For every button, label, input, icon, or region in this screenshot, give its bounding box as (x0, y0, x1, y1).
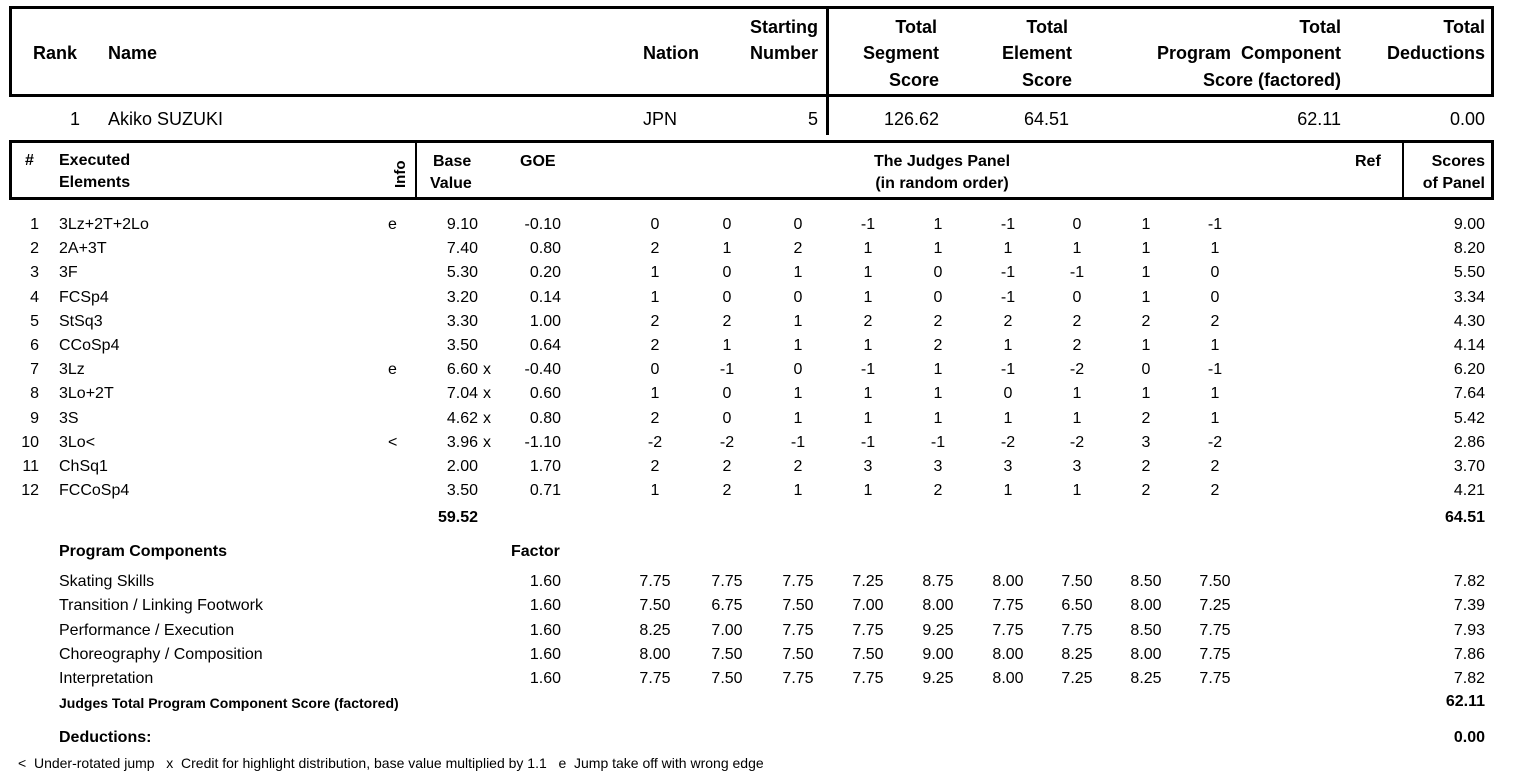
element-judge-score: 2 (863, 313, 873, 330)
elements-box-right (1491, 140, 1494, 200)
component-judge-score: 7.75 (1199, 670, 1231, 687)
element-judge-score: 2 (650, 410, 660, 427)
element-number: 5 (30, 313, 39, 330)
component-judge-score: 7.75 (852, 622, 884, 639)
element-judge-score: 3 (933, 458, 943, 475)
num-header: # (25, 152, 34, 169)
element-judge-score: 2 (1141, 313, 1151, 330)
element-panel-score: 4.21 (1453, 482, 1485, 499)
component-judge-score: 7.00 (711, 622, 743, 639)
element-number: 12 (21, 482, 39, 499)
element-goe: 0.64 (529, 337, 561, 354)
element-judge-score: 2 (650, 458, 660, 475)
skater-starting-number: 5 (807, 109, 818, 129)
element-judge-score: 2 (1210, 482, 1220, 499)
element-judge-score: 0 (722, 216, 732, 233)
element-judge-score: 1 (933, 410, 943, 427)
element-judge-score: 1 (1072, 482, 1082, 499)
component-factor: 1.60 (529, 646, 561, 663)
element-name: 3Lz+2T+2Lo (59, 216, 149, 233)
element-panel-score: 6.20 (1453, 361, 1485, 378)
component-panel-score: 7.93 (1453, 622, 1485, 639)
element-judge-score: 1 (1141, 240, 1151, 257)
component-judge-score: 7.50 (1199, 573, 1231, 590)
element-judge-score: 1 (793, 264, 803, 281)
element-judge-score: 1 (1141, 216, 1151, 233)
element-base-value: 2.00 (446, 458, 478, 475)
component-judge-score: 7.50 (852, 646, 884, 663)
element-judge-score: 1 (793, 385, 803, 402)
component-panel-score: 7.39 (1453, 597, 1485, 614)
element-judge-score: 3 (1003, 458, 1013, 475)
element-number: 9 (30, 410, 39, 427)
element-panel-score: 4.30 (1453, 313, 1485, 330)
component-judge-score: 6.50 (1061, 597, 1093, 614)
tes-header-l2: Element (1001, 43, 1072, 63)
component-judge-score: 7.75 (639, 670, 671, 687)
element-number: 1 (30, 216, 39, 233)
element-judge-score: 1 (1072, 410, 1082, 427)
element-name: 3Lz (59, 361, 85, 378)
element-judge-score: -2 (647, 434, 663, 451)
component-judge-score: 6.75 (711, 597, 743, 614)
element-judge-score: -1 (860, 361, 876, 378)
element-judge-score: 1 (1003, 410, 1013, 427)
component-name: Skating Skills (59, 573, 155, 590)
component-judge-score: 7.25 (852, 573, 884, 590)
header-box-right (1491, 6, 1494, 97)
element-judge-score: -1 (1207, 361, 1223, 378)
component-judge-score: 7.75 (1199, 646, 1231, 663)
element-goe: 0.14 (529, 289, 561, 306)
component-name: Performance / Execution (59, 622, 235, 639)
skater-deductions: 0.00 (1449, 109, 1485, 129)
element-base-value: 3.30 (446, 313, 478, 330)
element-x-flag: x (483, 434, 491, 451)
component-panel-score: 7.86 (1453, 646, 1485, 663)
component-judge-score: 8.25 (639, 622, 671, 639)
element-judge-score: 1 (863, 264, 873, 281)
element-judge-score: 0 (1072, 289, 1082, 306)
component-judge-score: 7.75 (1061, 622, 1093, 639)
element-judge-score: 2 (1210, 313, 1220, 330)
element-panel-score: 5.50 (1453, 264, 1485, 281)
element-judge-score: 2 (933, 313, 943, 330)
element-goe: 0.71 (529, 482, 561, 499)
tss-header-l2: Segment (862, 43, 939, 63)
element-judge-score: 1 (650, 264, 660, 281)
component-judge-score: 8.00 (992, 670, 1024, 687)
tes-header-l1: Total (1026, 17, 1068, 37)
element-number: 6 (30, 337, 39, 354)
element-judge-score: 2 (1072, 313, 1082, 330)
goe-header: GOE (520, 153, 556, 170)
component-factor: 1.60 (529, 622, 561, 639)
element-judge-score: 1 (863, 289, 873, 306)
element-judge-score: 1 (650, 385, 660, 402)
component-judge-score: 8.25 (1130, 670, 1162, 687)
element-judge-score: -2 (719, 434, 735, 451)
element-judge-score: -1 (1000, 361, 1016, 378)
rank-header: Rank (33, 43, 78, 63)
element-judge-score: 2 (933, 337, 943, 354)
element-judge-score: 1 (933, 385, 943, 402)
element-base-value: 9.10 (446, 216, 478, 233)
element-judge-score: 1 (793, 313, 803, 330)
component-judge-score: 8.00 (639, 646, 671, 663)
factor-header: Factor (511, 543, 560, 560)
element-judge-score: 0 (793, 361, 803, 378)
components-total-value: 62.11 (1445, 693, 1485, 710)
element-number: 7 (30, 361, 39, 378)
element-judge-score: 2 (650, 240, 660, 257)
component-name: Interpretation (59, 670, 154, 687)
element-judge-score: 0 (722, 264, 732, 281)
element-judge-score: 0 (1210, 264, 1220, 281)
element-name: FCCoSp4 (59, 482, 130, 499)
element-judge-score: 1 (863, 410, 873, 427)
element-judge-score: 2 (1141, 410, 1151, 427)
component-judge-score: 8.00 (992, 573, 1024, 590)
component-judge-score: 7.00 (852, 597, 884, 614)
element-goe: 1.70 (529, 458, 561, 475)
component-judge-score: 7.75 (992, 597, 1024, 614)
element-judge-score: 0 (1141, 361, 1151, 378)
element-goe: -1.10 (524, 434, 561, 451)
element-judge-score: 1 (722, 337, 732, 354)
component-judge-score: 7.75 (992, 622, 1024, 639)
element-judge-score: 1 (650, 482, 660, 499)
element-judge-score: 2 (1072, 337, 1082, 354)
element-judge-score: 1 (863, 240, 873, 257)
element-judge-score: -1 (1000, 289, 1016, 306)
element-judge-score: 0 (722, 410, 732, 427)
element-judge-score: 0 (933, 289, 943, 306)
components-total-label: Judges Total Program Component Score (factored) (59, 695, 399, 711)
element-panel-score: 4.14 (1453, 337, 1485, 354)
component-judge-score: 8.50 (1130, 573, 1162, 590)
component-judge-score: 8.50 (1130, 622, 1162, 639)
element-judge-score: 1 (650, 289, 660, 306)
element-judge-score: -1 (790, 434, 806, 451)
skater-rank: 1 (70, 109, 81, 129)
header-box-left (9, 6, 12, 97)
element-name: CCoSp4 (59, 337, 120, 354)
tss-header-l3: Score (888, 70, 939, 90)
element-judge-score: 1 (1072, 385, 1082, 402)
skater-pcs: 62.11 (1297, 109, 1341, 129)
element-name: ChSq1 (59, 458, 108, 475)
element-judge-score: 1 (863, 385, 873, 402)
component-judge-score: 8.00 (1130, 597, 1162, 614)
element-judge-score: 1 (933, 216, 943, 233)
element-base-value: 3.50 (446, 482, 478, 499)
element-judge-score: 1 (1210, 337, 1220, 354)
component-judge-score: 7.75 (639, 573, 671, 590)
component-judge-score: 8.75 (922, 573, 954, 590)
component-judge-score: 7.50 (639, 597, 671, 614)
component-judge-score: 7.25 (1061, 670, 1093, 687)
element-judge-score: 0 (650, 361, 660, 378)
starting-number-header-l2: Number (749, 43, 818, 63)
element-judge-score: 0 (793, 289, 803, 306)
element-info: < (388, 434, 398, 451)
element-judge-score: -1 (1069, 264, 1085, 281)
component-judge-score: 7.50 (782, 646, 814, 663)
element-info: e (388, 361, 397, 378)
element-judge-score: -2 (1207, 434, 1223, 451)
element-goe: 0.80 (529, 240, 561, 257)
element-judge-score: 2 (650, 337, 660, 354)
element-judge-score: -1 (930, 434, 946, 451)
element-number: 4 (30, 289, 39, 306)
component-judge-score: 7.75 (1199, 622, 1231, 639)
element-judge-score: 2 (1141, 458, 1151, 475)
component-judge-score: 7.75 (782, 670, 814, 687)
element-judge-score: 0 (933, 264, 943, 281)
element-judge-score: 1 (863, 482, 873, 499)
element-base-value: 3.20 (446, 289, 478, 306)
legend: < Under-rotated jump x Credit for highlight distribution, base value multiplied by 1.1 e Jump take off with wrong edge (18, 755, 764, 771)
element-judge-score: -1 (1000, 264, 1016, 281)
skater-tss: 126.62 (883, 109, 939, 129)
element-judge-score: 2 (722, 313, 732, 330)
element-judge-score: 2 (793, 240, 803, 257)
element-x-flag: x (483, 385, 491, 402)
deductions-header-l2: Deductions (1386, 43, 1485, 63)
element-judge-score: -1 (860, 434, 876, 451)
elements-box-left (9, 140, 12, 200)
element-number: 2 (30, 240, 39, 257)
name-header: Name (108, 43, 158, 63)
element-base-value: 4.62 (446, 410, 478, 427)
element-judge-score: 1 (1003, 482, 1013, 499)
elements-base-total: 59.52 (437, 509, 478, 526)
component-name: Choreography / Composition (59, 646, 263, 663)
executed-header-l2: Elements (59, 174, 131, 191)
element-base-value: 6.60 (446, 361, 478, 378)
component-judge-score: 7.75 (782, 573, 814, 590)
element-panel-score: 7.64 (1453, 385, 1485, 402)
panel-header-l1: The Judges Panel (873, 153, 1011, 170)
component-judge-score: 8.00 (922, 597, 954, 614)
element-judge-score: -2 (1069, 361, 1085, 378)
element-goe: 0.20 (529, 264, 561, 281)
element-goe: 0.80 (529, 410, 561, 427)
element-judge-score: 3 (863, 458, 873, 475)
element-panel-score: 3.70 (1453, 458, 1485, 475)
element-name: 3Lo+2T (59, 385, 114, 402)
element-name: 2A+3T (59, 240, 107, 257)
pcs-header-l3: Score (factored) (1202, 70, 1341, 90)
element-judge-score: 1 (1003, 337, 1013, 354)
component-name: Transition / Linking Footwork (59, 597, 263, 614)
element-name: 3S (59, 410, 79, 427)
element-judge-score: 0 (1210, 289, 1220, 306)
component-judge-score: 7.75 (782, 622, 814, 639)
deductions-header-l1: Total (1443, 17, 1485, 37)
component-panel-score: 7.82 (1453, 670, 1485, 687)
elements-box-div-info (415, 140, 417, 200)
element-number: 8 (30, 385, 39, 402)
element-base-value: 3.50 (446, 337, 478, 354)
component-factor: 1.60 (529, 573, 561, 590)
element-judge-score: 0 (793, 216, 803, 233)
element-judge-score: -1 (1207, 216, 1223, 233)
elements-box-bottom (9, 197, 1494, 200)
skater-nation: JPN (643, 109, 678, 129)
element-judge-score: 0 (1072, 216, 1082, 233)
element-base-value: 5.30 (446, 264, 478, 281)
element-judge-score: 1 (933, 361, 943, 378)
info-header: Info (392, 160, 409, 188)
element-judge-score: 0 (722, 289, 732, 306)
element-judge-score: 1 (1003, 240, 1013, 257)
element-goe: -0.40 (524, 361, 561, 378)
element-judge-score: 1 (933, 240, 943, 257)
element-number: 3 (30, 264, 39, 281)
component-judge-score: 7.50 (782, 597, 814, 614)
element-judge-score: 1 (793, 410, 803, 427)
element-judge-score: 2 (793, 458, 803, 475)
component-panel-score: 7.82 (1453, 573, 1485, 590)
element-judge-score: 2 (650, 313, 660, 330)
element-judge-score: 2 (933, 482, 943, 499)
element-panel-score: 2.86 (1453, 434, 1485, 451)
base-header-l1: Base (433, 153, 472, 170)
element-judge-score: 3 (1141, 434, 1151, 451)
element-judge-score: 2 (722, 458, 732, 475)
element-panel-score: 9.00 (1453, 216, 1485, 233)
element-panel-score: 5.42 (1453, 410, 1485, 427)
element-judge-score: 2 (722, 482, 732, 499)
component-judge-score: 8.25 (1061, 646, 1093, 663)
element-judge-score: 1 (1072, 240, 1082, 257)
element-panel-score: 3.34 (1453, 289, 1485, 306)
element-name: StSq3 (59, 313, 103, 330)
component-judge-score: 7.25 (1199, 597, 1231, 614)
element-judge-score: 2 (1210, 458, 1220, 475)
base-header-l2: Value (430, 175, 472, 192)
scores-header-l2: of Panel (1422, 175, 1485, 192)
element-number: 10 (21, 434, 39, 451)
element-base-value: 7.04 (446, 385, 478, 402)
element-judge-score: 1 (793, 337, 803, 354)
element-judge-score: -2 (1069, 434, 1085, 451)
nation-header: Nation (643, 43, 699, 63)
element-base-value: 7.40 (446, 240, 478, 257)
element-judge-score: 2 (1003, 313, 1013, 330)
component-judge-score: 8.00 (1130, 646, 1162, 663)
component-judge-score: 7.75 (711, 573, 743, 590)
tss-header-l1: Total (895, 17, 937, 37)
element-judge-score: 1 (1141, 385, 1151, 402)
pcs-header-l1: Total (1299, 17, 1341, 37)
executed-header-l1: Executed (59, 152, 131, 169)
element-judge-score: 1 (1210, 240, 1220, 257)
element-judge-score: -1 (1000, 216, 1016, 233)
component-judge-score: 8.00 (992, 646, 1024, 663)
deductions-value: 0.00 (1453, 729, 1485, 746)
element-judge-score: 0 (722, 385, 732, 402)
element-judge-score: 1 (1141, 264, 1151, 281)
element-goe: -0.10 (524, 216, 561, 233)
deductions-label: Deductions: (59, 729, 152, 746)
element-judge-score: 0 (1003, 385, 1013, 402)
component-factor: 1.60 (529, 670, 561, 687)
component-judge-score: 9.00 (922, 646, 954, 663)
element-judge-score: 1 (793, 482, 803, 499)
header-box-bottom (9, 94, 1494, 97)
skater-name: Akiko SUZUKI (108, 109, 224, 129)
tes-header-l3: Score (1021, 70, 1072, 90)
component-judge-score: 7.50 (711, 670, 743, 687)
element-judge-score: 1 (722, 240, 732, 257)
scores-header-l1: Scores (1431, 153, 1485, 170)
element-goe: 0.60 (529, 385, 561, 402)
starting-number-header-l1: Starting (749, 17, 818, 37)
element-x-flag: x (483, 361, 491, 378)
header-box-top (9, 6, 1494, 9)
element-base-value: 3.96 (446, 434, 478, 451)
elements-score-total: 64.51 (1444, 509, 1485, 526)
component-judge-score: 9.25 (922, 670, 954, 687)
component-judge-score: 7.75 (852, 670, 884, 687)
element-judge-score: 3 (1072, 458, 1082, 475)
ref-header: Ref (1355, 153, 1381, 170)
element-goe: 1.00 (529, 313, 561, 330)
skater-tes: 64.51 (1023, 109, 1069, 129)
element-judge-score: 0 (650, 216, 660, 233)
element-number: 11 (22, 458, 39, 475)
element-name: 3Lo< (59, 434, 96, 451)
element-judge-score: 1 (1141, 337, 1151, 354)
element-x-flag: x (483, 410, 491, 427)
component-factor: 1.60 (529, 597, 561, 614)
element-name: 3F (59, 264, 78, 281)
element-judge-score: 1 (1141, 289, 1151, 306)
element-judge-score: -1 (719, 361, 735, 378)
component-judge-score: 9.25 (922, 622, 954, 639)
element-panel-score: 8.20 (1453, 240, 1485, 257)
element-info: e (388, 216, 397, 233)
panel-header-l2: (in random order) (875, 175, 1009, 192)
component-judge-score: 7.50 (1061, 573, 1093, 590)
element-judge-score: 1 (1210, 385, 1220, 402)
components-title: Program Components (59, 543, 228, 560)
element-judge-score: 2 (1141, 482, 1151, 499)
element-judge-score: 1 (863, 337, 873, 354)
header-divider (826, 6, 829, 135)
elements-box-div-scores (1402, 140, 1404, 200)
element-judge-score: -1 (860, 216, 876, 233)
element-name: FCSp4 (59, 289, 109, 306)
elements-box-top (9, 140, 1494, 143)
element-judge-score: 1 (1210, 410, 1220, 427)
component-judge-score: 7.50 (711, 646, 743, 663)
element-judge-score: -2 (1000, 434, 1016, 451)
pcs-header-l2: Program Component (1156, 43, 1341, 63)
